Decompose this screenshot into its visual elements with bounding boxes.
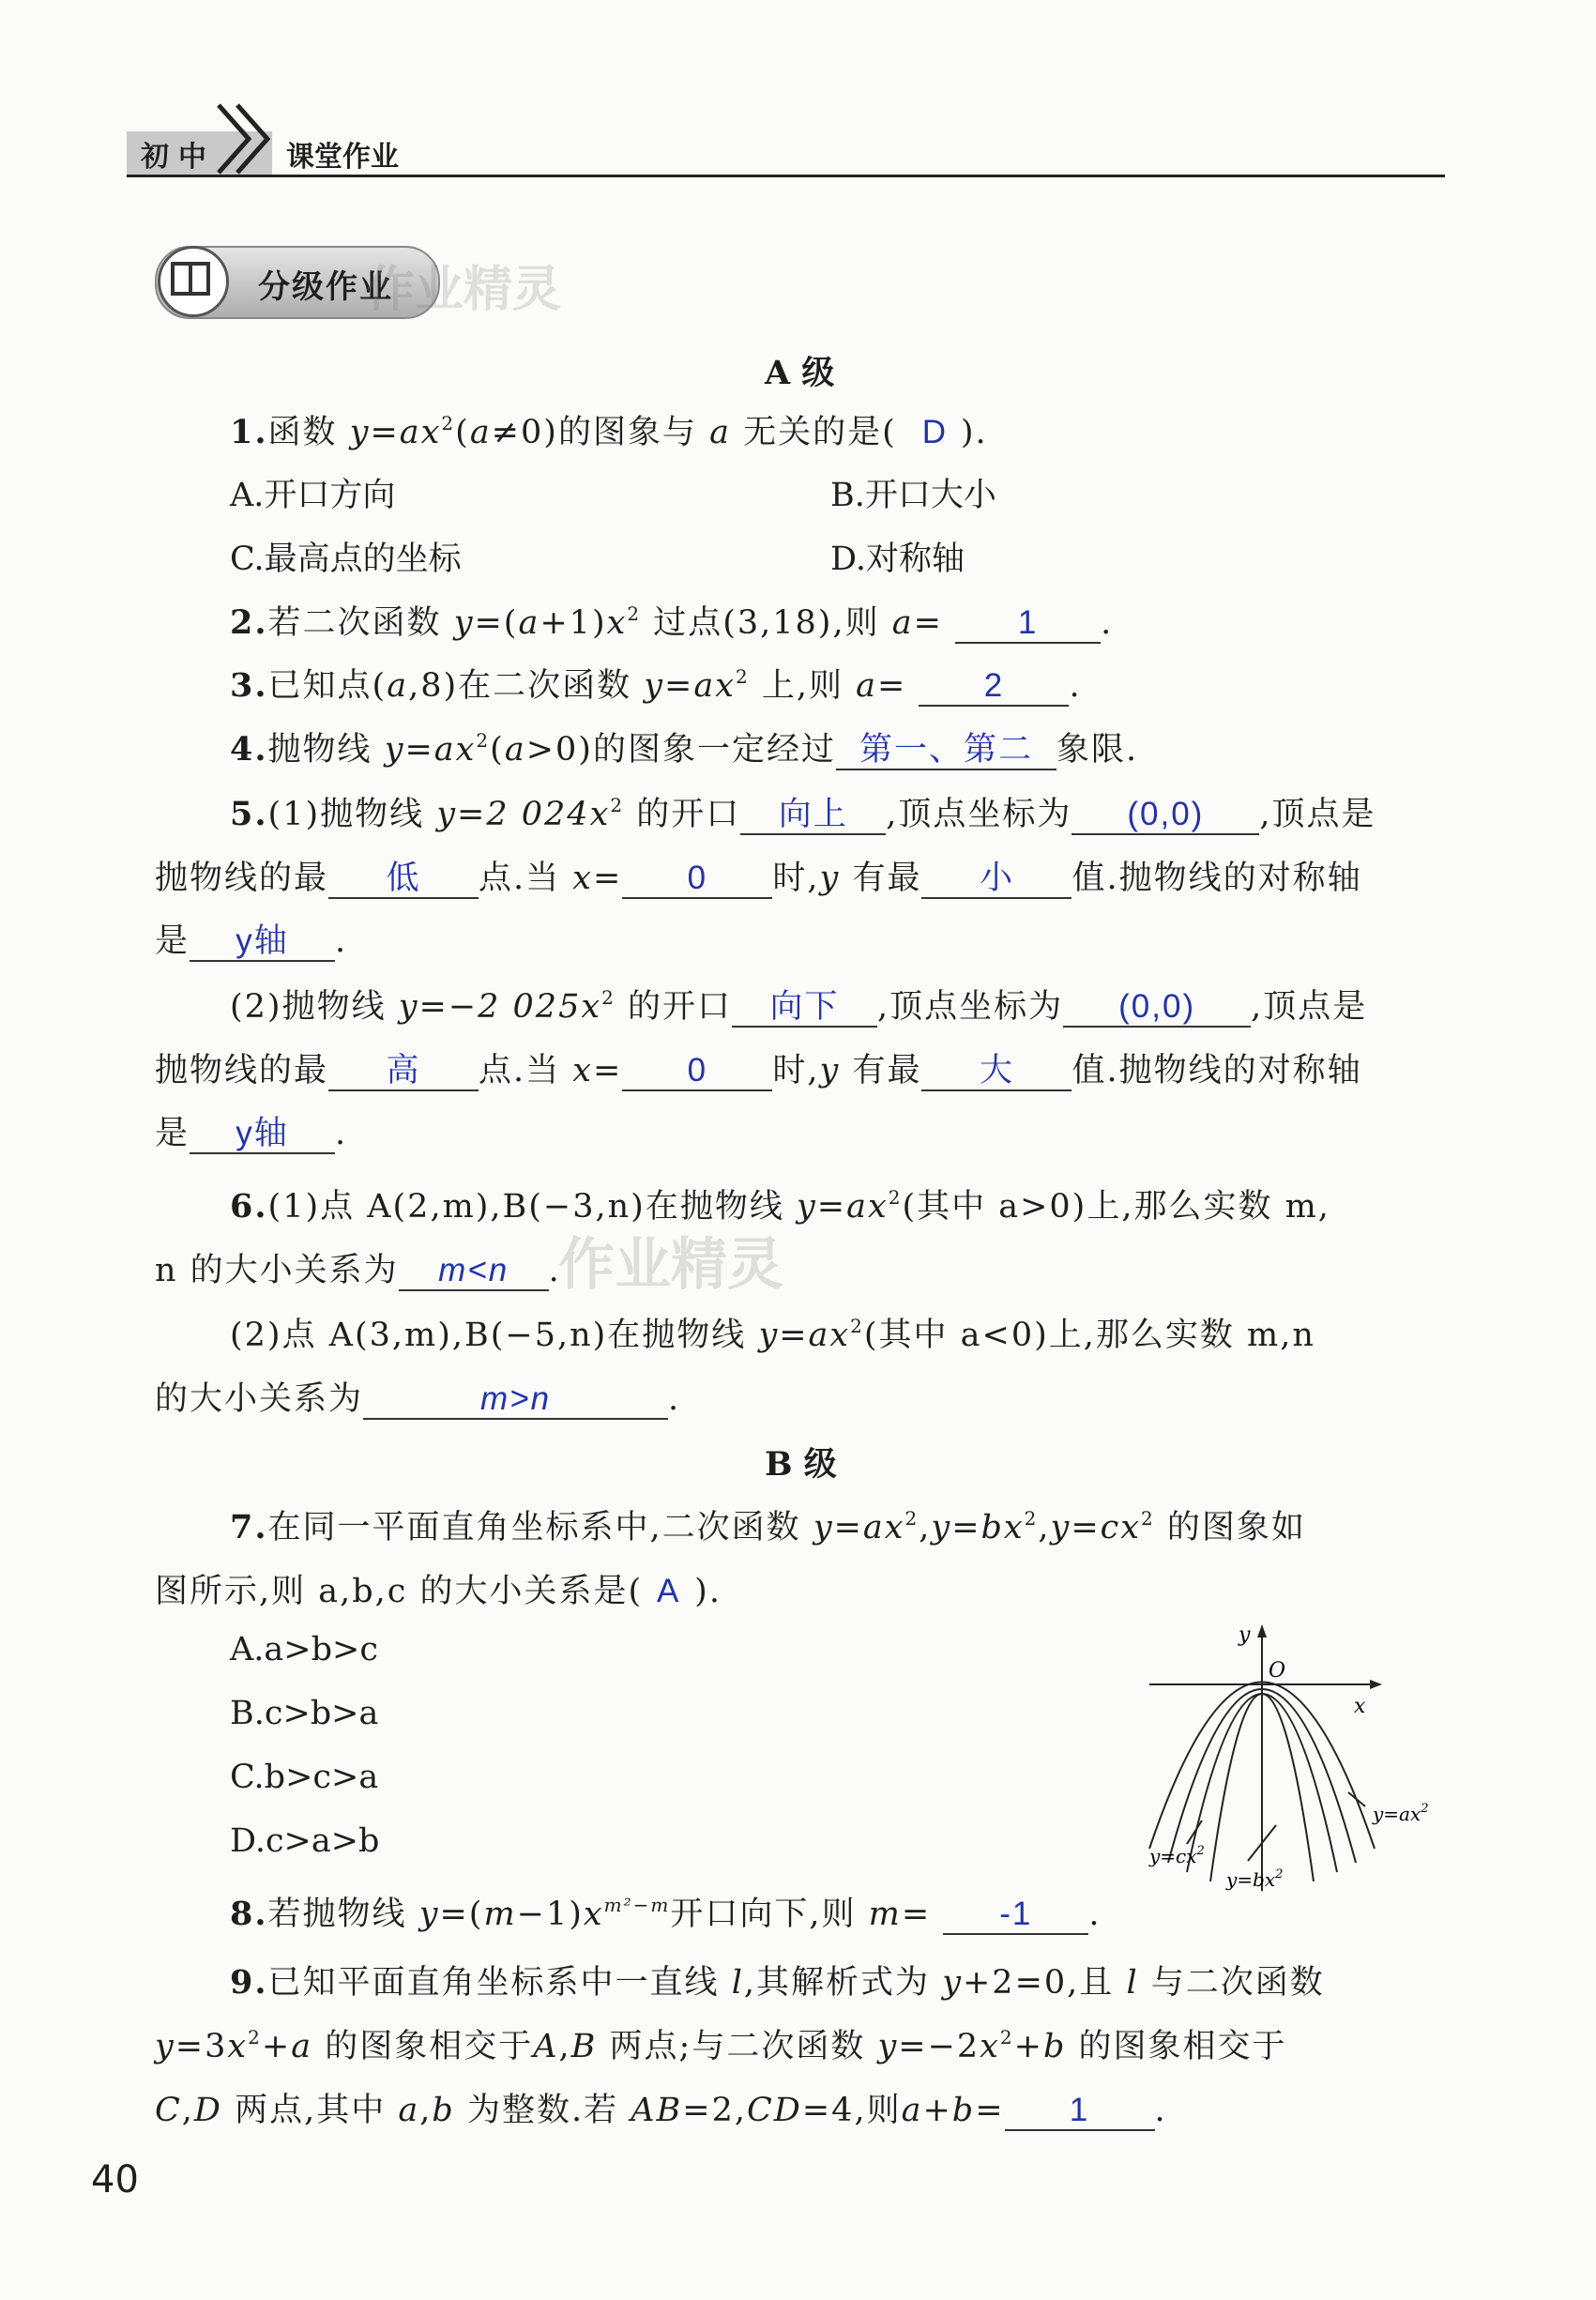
q5-p1-point-answer[interactable]: 低 — [328, 860, 479, 899]
q1: 1.函数 $y=ax^2(a\ne 0)$的图象与 a 无关的是( D ). — [230, 412, 988, 451]
q1-option-b: B.开口大小 — [830, 477, 996, 514]
header-rule — [127, 175, 1445, 177]
q5-p2-point-answer[interactable]: 高 — [328, 1052, 479, 1091]
q9-answer[interactable]: 1 — [1005, 2092, 1155, 2131]
q5-p1-open-answer[interactable]: 向上 — [740, 796, 886, 835]
q7-option-c: C.b>c>a — [230, 1759, 379, 1796]
arrow-a — [1348, 1792, 1365, 1806]
q4-answer[interactable]: 第一、第二 — [836, 731, 1056, 770]
q5-p1-axis-answer[interactable]: y轴 — [190, 922, 335, 962]
q2: 2.若二次函数 $y=(a+1)x^2$ 过点(3,18),则 a= 1 . — [230, 597, 1113, 644]
q5-p1-val-answer[interactable]: 小 — [921, 860, 1072, 899]
q8-answer[interactable]: -1 — [943, 1896, 1088, 1935]
q1-option-c: C.最高点的坐标 — [230, 541, 462, 578]
q6-p2-answer[interactable]: m>n — [363, 1380, 668, 1420]
q4: 4.抛物线 $y=ax^2(a>0)$的图象一定经过 第一、第二 象限. — [230, 724, 1138, 770]
q5-p2-line1: (2)抛物线 y=−2 $025x^2$ 的开口 向下 ,顶点坐标为 (0,0) ,顶点是 — [230, 981, 1367, 1028]
q5-p1-line2: 抛物线的最 低 点.当 x= 0 时,y 有最 小 值.抛物线的对称轴 — [155, 852, 1362, 899]
origin-label: O — [1269, 1659, 1286, 1683]
header-title: 课堂作业 — [286, 141, 399, 174]
x-axis-label: x — [1354, 1695, 1366, 1718]
q5-p1-line3: 是 y轴 . — [155, 915, 347, 962]
q9-line1: 9.已知平面直角坐标系中一直线 l,其解析式为 y+2=0,且 l 与二次函数 — [230, 1963, 1325, 2002]
q6-p1-line1: 6.(1)点 A(2,m),B(−3,n)在抛物线 $y=ax^2$(其中 a>0)上,那么实数 m, — [230, 1186, 1330, 1226]
watermark-mid: 作业精灵 — [558, 1232, 783, 1298]
q5-p2-open-answer[interactable]: 向下 — [732, 988, 877, 1028]
q3-answer[interactable]: 2 — [919, 667, 1069, 707]
page-number: 40 — [91, 2158, 139, 2201]
q5-p1-vertex-answer[interactable]: (0,0) — [1072, 796, 1259, 835]
q5-p2-line3: 是 y轴 . — [155, 1107, 347, 1154]
q6-p1-line2: n 的大小关系为 m<n . — [155, 1244, 561, 1291]
y-axis-label: y — [1239, 1623, 1251, 1647]
double-chevron-icon — [211, 101, 277, 175]
q5-p2-x-answer[interactable]: 0 — [622, 1052, 772, 1091]
q1-option-d: D.对称轴 — [830, 541, 965, 578]
q2-answer[interactable]: 1 — [955, 604, 1101, 644]
label-b: $y=bx^2$ — [1226, 1867, 1284, 1891]
q8: 8.若抛物线 $y=(m-1)x^{m^2-m}$开口向下,则 m= -1 . — [230, 1888, 1101, 1935]
q5-p2-line2: 抛物线的最 高 点.当 x= 0 时,y 有最 大 值.抛物线的对称轴 — [155, 1044, 1362, 1091]
q5-p2-val-answer[interactable]: 大 — [921, 1052, 1072, 1091]
q7-option-b: B.c>b>a — [230, 1695, 379, 1732]
q7-answer[interactable]: A — [656, 1573, 681, 1609]
book-icon — [169, 258, 212, 299]
q5-p1-x-answer[interactable]: 0 — [622, 860, 772, 899]
section-title: 分级作业 — [258, 268, 393, 306]
q7-line1: 7.在同一平面直角坐标系中,二次函数 $y=ax^2,y=bx^2,y=cx^2$ 的图象如 — [230, 1507, 1306, 1546]
parabola-figure — [1140, 1619, 1450, 1900]
q3: 3.已知点(a,8)在二次函数 $y=ax^2$ 上,则 a= 2 . — [230, 660, 1082, 707]
q5-p1-line1: 5.(1)抛物线 y=2 $024x^2$ 的开口 向上 ,顶点坐标为 (0,0) ,顶点是 — [230, 788, 1376, 835]
label-c: $y=cx^2$ — [1149, 1844, 1205, 1867]
q7-line2: 图所示,则 a,b,c 的大小关系是( A ). — [155, 1573, 722, 1610]
q6-p2-line1: (2)点 A(3,m),B(−5,n)在抛物线 $y=ax^2$(其中 a<0)上,那么实数 m,n — [230, 1315, 1315, 1354]
q1-answer[interactable]: D — [921, 414, 949, 450]
q7-option-a: A.a>b>c — [230, 1631, 378, 1668]
label-a: $y=ax^2$ — [1373, 1802, 1429, 1825]
q1-option-a: A.开口方向 — [230, 477, 396, 514]
level-b-heading: B 级 — [765, 1445, 837, 1484]
q9-line2: $y=3x^2+a$ 的图象相交于A,B 两点;与二次函数 $y=-2x^2+b$ 的图象相交于 — [155, 2026, 1287, 2065]
x-axis-arrow — [1370, 1680, 1382, 1689]
header-tag: 初中 — [141, 141, 216, 174]
q6-p2-line2: 的大小关系为 m>n . — [155, 1373, 680, 1420]
q9-line3: C,D 两点,其中 a,b 为整数.若 AB=2,CD=4,则a+b= 1 . — [155, 2084, 1167, 2131]
q7-option-d: D.c>a>b — [230, 1822, 380, 1860]
y-axis-arrow — [1257, 1624, 1267, 1637]
watermark-top: 作业精灵 — [366, 262, 562, 318]
q6-p1-answer[interactable]: m<n — [399, 1252, 549, 1291]
q5-p2-axis-answer[interactable]: y轴 — [190, 1115, 335, 1154]
q5-p2-vertex-answer[interactable]: (0,0) — [1063, 988, 1251, 1028]
level-a-heading: A 级 — [765, 354, 835, 392]
